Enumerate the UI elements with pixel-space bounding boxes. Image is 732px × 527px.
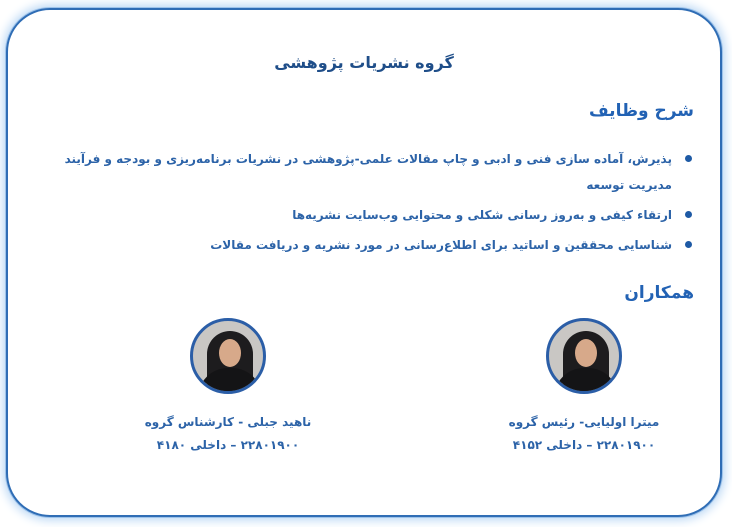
colleague-phone: ۲۲۸۰۱۹۰۰ – داخلی ۴۱۸۰ xyxy=(156,438,300,452)
colleague-name: میترا اولیایی- رئیس گروه xyxy=(508,415,660,429)
colleague-name: ناهید جبلی - کارشناس گروه xyxy=(144,415,312,429)
duty-text: ارتقاء کیفی و به‌روز رسانی شکلی و محتوایی وب‌سایت نشریه‌ها xyxy=(292,208,672,222)
bullet-icon xyxy=(685,155,692,162)
avatar-face xyxy=(575,339,597,367)
duties-list xyxy=(37,146,692,262)
duty-item xyxy=(37,232,692,258)
avatar xyxy=(190,318,266,394)
duties-heading: شرح وظایف xyxy=(588,101,694,121)
colleague-phone: ۲۲۸۰۱۹۰۰ – داخلی ۴۱۵۲ xyxy=(512,438,656,452)
page-title: گروه نشریات پژوهشی xyxy=(274,53,454,72)
avatar xyxy=(546,318,622,394)
duty-text: شناسایی محققین و اساتید برای اطلاع‌رسانی در مورد نشریه و دریافت مقالات xyxy=(210,238,672,252)
avatar-face xyxy=(219,339,241,367)
colleagues-heading: همکاران xyxy=(624,283,694,303)
duty-item xyxy=(37,146,692,198)
duty-item xyxy=(37,202,692,228)
duty-text: پذیرش، آماده سازی فنی و ادبی و چاپ مقالات علمی-پژوهشی در نشریات برنامه‌ریزی و بودجه و فرآیند مدیریت توسعه xyxy=(64,152,672,192)
bullet-icon xyxy=(685,211,692,218)
bullet-icon xyxy=(685,241,692,248)
colleague-card-expert xyxy=(118,318,338,452)
colleague-card-head xyxy=(474,318,694,452)
